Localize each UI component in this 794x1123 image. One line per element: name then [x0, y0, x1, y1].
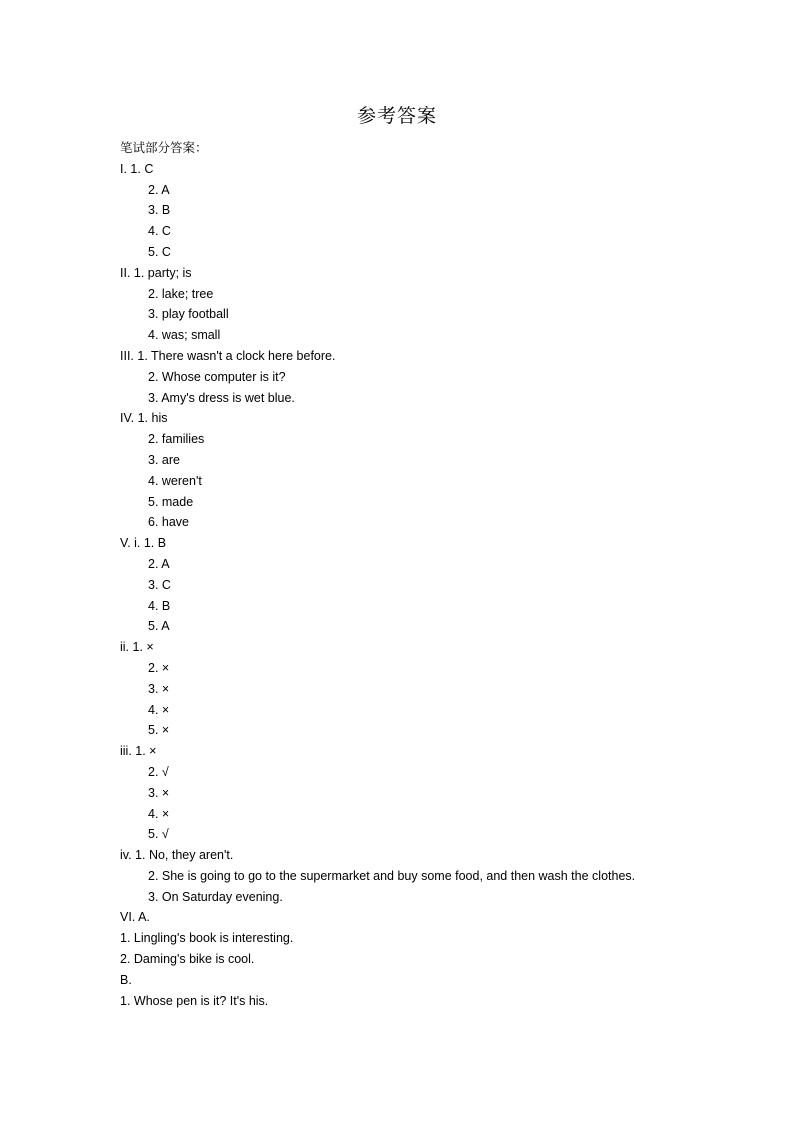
- answer-line: 2. families: [148, 432, 205, 447]
- answer-line: 3. play football: [148, 307, 229, 322]
- answer-line: II. 1. party; is: [120, 265, 192, 280]
- answer-line: 3. are: [148, 452, 180, 467]
- section-heading: 笔试部分答案：: [120, 141, 208, 155]
- answer-line: B.: [120, 972, 132, 987]
- answer-line: 5. ×: [148, 723, 170, 738]
- answer-line: 4. ×: [148, 702, 170, 717]
- answer-line: 1. Lingling's book is interesting.: [120, 931, 294, 946]
- answer-line: 2. A: [148, 182, 170, 197]
- answer-line: III. 1. There wasn't a clock here before.: [120, 348, 336, 363]
- answer-line: 2. A: [148, 556, 170, 571]
- answer-line: IV. 1. his: [120, 411, 168, 426]
- answer-line: 1. Whose pen is it? It's his.: [120, 993, 269, 1008]
- answer-line: iii. 1. ×: [120, 744, 157, 759]
- page-title: 参考答案: [356, 106, 437, 127]
- answer-line: I. 1. C: [120, 161, 154, 176]
- answer-line: 2. Whose computer is it?: [148, 369, 286, 384]
- answer-line: 5. A: [148, 619, 170, 634]
- answer-line: 3. ×: [148, 681, 170, 696]
- answer-line: ii. 1. ×: [120, 640, 154, 655]
- answer-line: iv. 1. No, they aren't.: [120, 848, 234, 863]
- answer-line: 3. Amy's dress is wet blue.: [148, 390, 295, 405]
- answer-list: [120, 138, 760, 1011]
- answer-line: 2. Daming's bike is cool.: [120, 952, 255, 967]
- answer-line: 3. On Saturday evening.: [148, 889, 283, 904]
- answer-line: 5. made: [148, 494, 194, 509]
- answer-line: VI. A.: [120, 910, 150, 925]
- answer-line: 5. C: [148, 244, 171, 259]
- answer-line: 3. C: [148, 577, 171, 592]
- answer-line: 4. weren't: [148, 473, 202, 488]
- answer-line: 5. √: [148, 827, 169, 842]
- answer-line: 3. B: [148, 203, 171, 218]
- answer-line: V. i. 1. B: [120, 536, 167, 551]
- answer-line: 3. ×: [148, 785, 170, 800]
- answer-line: 4. was; small: [148, 328, 221, 343]
- answer-line: 4. B: [148, 598, 171, 613]
- answer-line: 4. C: [148, 224, 171, 239]
- answer-line: 2. She is going to go to the supermarket and buy some food, and then wash the clothes.: [148, 868, 636, 883]
- answer-line: 2. lake; tree: [148, 286, 214, 301]
- answer-line: 2. √: [148, 764, 169, 779]
- answer-line: 6. have: [148, 515, 190, 530]
- answer-line: 4. ×: [148, 806, 170, 821]
- answer-line: 2. ×: [148, 660, 170, 675]
